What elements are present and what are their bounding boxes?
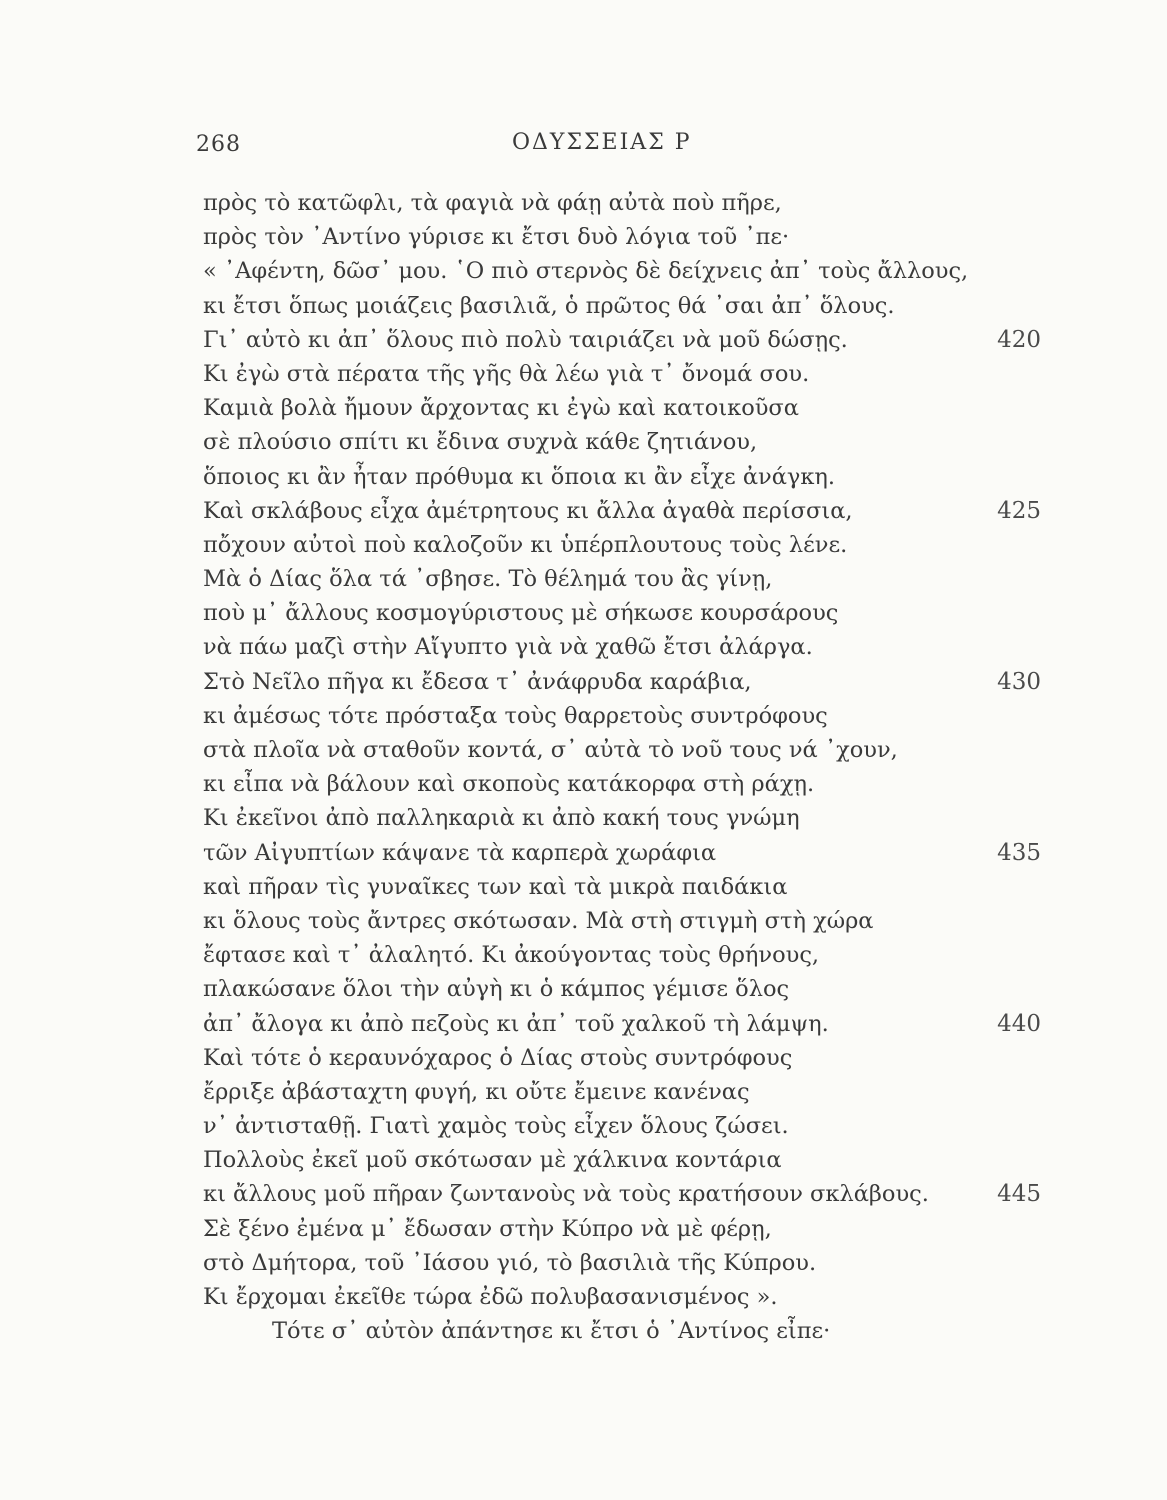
verse-line <box>0 836 1167 870</box>
verse-line <box>0 870 1167 904</box>
line-number: 420 <box>997 326 1041 353</box>
verse-text: Καὶ τότε ὁ κεραυνόχαρος ὁ Δίας στοὺς συντρόφους <box>203 1044 793 1071</box>
verse-text: Πολλοὺς ἐκεῖ μοῦ σκότωσαν μὲ χάλκινα κοντάρια <box>203 1147 782 1174</box>
verse-line <box>0 425 1167 459</box>
verse-line <box>0 323 1167 357</box>
verse-line <box>0 1280 1167 1314</box>
verse-text: πὄχουν αὐτοὶ ποὺ καλοζοῦν κι ὑπέρπλουτους τοὺς λένε. <box>203 531 848 558</box>
verse-line <box>0 938 1167 972</box>
verse-line <box>0 562 1167 596</box>
verse-line <box>0 220 1167 254</box>
verse-line <box>0 801 1167 835</box>
verse-text: Τότε σ᾿ αὐτὸν ἀπάντησε κι ἔτσι ὁ ᾿Αντίνος εἶπε· <box>272 1318 831 1345</box>
verse-line <box>0 1075 1167 1109</box>
verse-text: κι ἄλλους μοῦ πῆραν ζωντανοὺς νὰ τοὺς κρατήσουν σκλάβους. <box>203 1181 929 1208</box>
verse-line <box>0 733 1167 767</box>
running-title: ΟΔΥΣΣΕΙΑΣ Ρ <box>512 130 692 155</box>
verse-line <box>0 494 1167 528</box>
line-number: 445 <box>997 1181 1041 1208</box>
line-number: 430 <box>997 668 1041 695</box>
verse-line <box>0 1177 1167 1211</box>
verse-line <box>0 596 1167 630</box>
line-number: 435 <box>997 839 1041 866</box>
verse-text: Σὲ ξένο ἐμένα μ᾿ ἔδωσαν στὴν Κύπρο νὰ μὲ φέρῃ, <box>203 1215 772 1242</box>
verse-line <box>0 1143 1167 1177</box>
verse-line <box>0 1314 1167 1348</box>
verse-line <box>0 665 1167 699</box>
verse-text: τῶν Αἰγυπτίων κάψανε τὰ καρπερὰ χωράφια <box>203 839 717 866</box>
verse-text: κι ἀμέσως τότε πρόσταξα τοὺς θαρρετοὺς συντρόφους <box>203 702 828 729</box>
verse-text: ποὺ μ᾿ ἄλλους κοσμογύριστους μὲ σήκωσε κουρσάρους <box>203 600 839 627</box>
verse-text: Γι᾿ αὐτὸ κι ἀπ᾿ ὅλους πιὸ πολὺ ταιριάζει νὰ μοῦ δώσῃς. <box>203 326 848 353</box>
verse-line <box>0 357 1167 391</box>
verse-text: σὲ πλούσιο σπίτι κι ἔδινα συχνὰ κάθε ζητιάνου, <box>203 429 758 456</box>
verse-line <box>0 1007 1167 1041</box>
verse-text: καὶ πῆραν τὶς γυναῖκες των καὶ τὰ μικρὰ παιδάκια <box>203 873 788 900</box>
verse-text: Καὶ σκλάβους εἶχα ἀμέτρητους κι ἄλλα ἀγαθὰ περίσσια, <box>203 497 853 524</box>
verse-text: κι ὅλους τοὺς ἄντρες σκότωσαν. Μὰ στὴ στιγμὴ στὴ χώρα <box>203 907 874 934</box>
verse-text: ἀπ᾿ ἄλογα κι ἀπὸ πεζοὺς κι ἀπ᾿ τοῦ χαλκοῦ τὴ λάμψη. <box>203 1010 829 1037</box>
verse-text: Κι ἔρχομαι ἐκεῖθε τώρα ἐδῶ πολυβασανισμένος ». <box>203 1284 778 1310</box>
verse-text: στὰ πλοῖα νὰ σταθοῦν κοντά, σ᾿ αὐτὰ τὸ νοῦ τους νά ᾿χουν, <box>203 737 898 763</box>
verse-line <box>0 767 1167 801</box>
verse-line <box>0 528 1167 562</box>
verse-line <box>0 186 1167 220</box>
verse-text: ἔρριξε ἀβάσταχτη φυγή, κι οὔτε ἔμεινε κανένας <box>203 1078 750 1105</box>
verse-line <box>0 1246 1167 1280</box>
verse-text: πρὸς τὸν ᾿Αντίνο γύρισε κι ἔτσι δυὸ λόγια τοῦ ᾿πε· <box>203 224 790 251</box>
verse-line <box>0 289 1167 323</box>
verse-line <box>0 391 1167 425</box>
verse-text: Κι ἐκεῖνοι ἀπὸ παλληκαριὰ κι ἀπὸ κακή τους γνώμη <box>203 805 800 832</box>
verse-line <box>0 630 1167 664</box>
verse-text: κι ἔτσι ὅπως μοιάζεις βασιλιᾶ, ὁ πρῶτος θά ᾿σαι ἀπ᾿ ὅλους. <box>203 292 895 319</box>
verse-text: Μὰ ὁ Δίας ὅλα τά ᾿σβησε. Τὸ θέλημά του ἂς γίνῃ, <box>203 566 773 593</box>
verse-text: πρὸς τὸ κατῶφλι, τὰ φαγιὰ νὰ φάῃ αὐτὰ ποὺ πῆρε, <box>203 190 782 216</box>
verse-line <box>0 904 1167 938</box>
verse-line <box>0 1212 1167 1246</box>
page-number: 268 <box>196 132 241 157</box>
verse-line <box>0 699 1167 733</box>
verse-text: « ᾿Αφέντη, δῶσ᾿ μου. ῾Ο πιὸ στερνὸς δὲ δείχνεις ἀπ᾿ τοὺς ἄλλους, <box>203 258 969 285</box>
verse-text: Καμιὰ βολὰ ἤμουν ἄρχοντας κι ἐγὼ καὶ κατοικοῦσα <box>203 395 799 422</box>
verse-text: ν᾿ ἀντισταθῇ. Γιατὶ χαμὸς τοὺς εἶχεν ὅλους ζώσει. <box>203 1113 789 1140</box>
verse-text: νὰ πάω μαζὶ στὴν Αἴγυπτο γιὰ νὰ χαθῶ ἔτσι ἀλάργα. <box>203 634 813 661</box>
verse-line <box>0 254 1167 288</box>
verse-text: ὅποιος κι ἂν ἦταν πρόθυμα κι ὅποια κι ἂν εἶχε ἀνάγκη. <box>203 463 836 490</box>
line-number: 425 <box>997 497 1041 524</box>
verse-text: πλακώσανε ὅλοι τὴν αὐγὴ κι ὁ κάμπος γέμισε ὅλος <box>203 976 790 1003</box>
verse-line <box>0 460 1167 494</box>
verse-text: κι εἶπα νὰ βάλουν καὶ σκοποὺς κατάκορφα στὴ ράχῃ. <box>203 771 815 798</box>
verse-text: στὸ Δμήτορα, τοῦ ᾿Ιάσου γιό, τὸ βασιλιὰ τῆς Κύπρου. <box>203 1249 817 1276</box>
verse-line <box>0 972 1167 1006</box>
verse-block <box>0 186 1167 1348</box>
verse-line <box>0 1041 1167 1075</box>
verse-text: Κι ἐγὼ στὰ πέρατα τῆς γῆς θὰ λέω γιὰ τ᾿ ὄνομά σου. <box>203 360 810 387</box>
line-number: 440 <box>997 1010 1041 1037</box>
verse-line <box>0 1109 1167 1143</box>
verse-text: ἔφτασε καὶ τ᾿ ἀλαλητό. Κι ἀκούγοντας τοὺς θρήνους, <box>203 942 820 969</box>
verse-text: Στὸ Νεῖλο πῆγα κι ἔδεσα τ᾿ ἀνάφρυδα καράβια, <box>203 668 752 695</box>
